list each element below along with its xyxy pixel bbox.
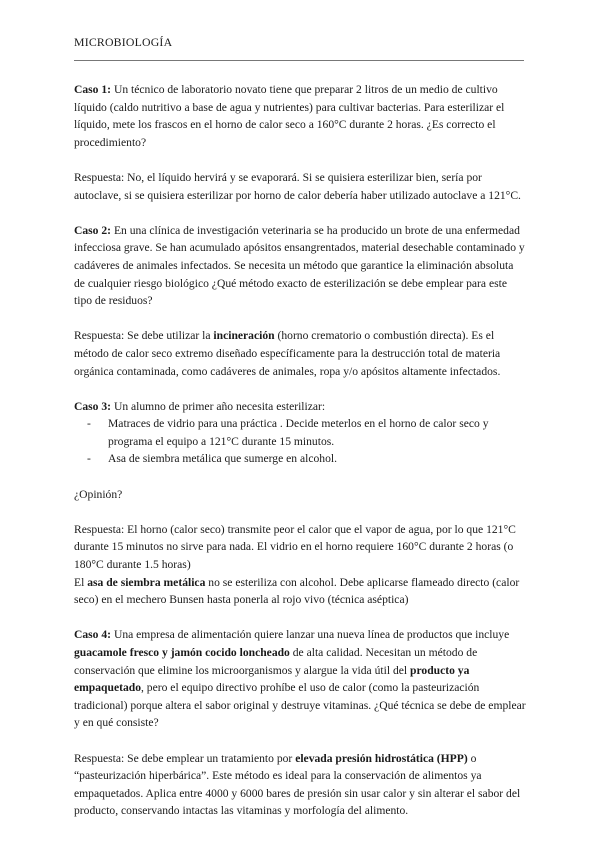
caso4-label: Caso 4: [74,628,112,642]
caso4-text-pre: Una empresa de alimentación quiere lanzar una nueva línea de productos que incluye [111,628,510,642]
caso3-text: Un alumno de primer año necesita esterilizar: [111,399,326,413]
caso1-question [74,81,526,151]
list-item [87,450,526,468]
caso3-answer-2 [74,574,526,609]
caso3-answer2-pre: El [74,575,88,589]
caso4-answer-post: o “pasteurización hiperbárica”. Este método es ideal para la conservación de alimentos ya empaquetados. Aplica entre 4000 y 6000 bares de presión sin usar calor y sin alterar el sabor del producto, conservando intactas las vitaminas y morfología del alimento. [74,751,521,818]
caso2-question [74,222,526,310]
caso1-answer: Respuesta: No, el líquido hervirá y se evaporará. Si se quisiera esterilizar bien, sería por autoclave, si se quisiera esterilizar por horno de calor debería haber utilizado autoclave a 121°C. [74,170,521,202]
caso4-text-bold2: producto ya empaquetado [74,663,470,695]
caso4-answer-bold: elevada presión hidrostática (HPP) [295,751,468,765]
caso3-answer2-post: no se esteriliza con alcohol. Debe aplicarse flameado directo (calor seco) en el mechero Bunsen hasta ponerla al rojo vivo (técnica aséptica) [74,575,520,607]
caso3-list [74,415,526,468]
caso4-text-mid: de alta calidad. Necesitan un método de conservación que elimine los microorganismos y alargue la vida útil del [74,646,478,677]
caso2-answer [74,327,526,380]
caso2-answer-bold: incineración [213,329,275,343]
dash-bullet: - [87,452,91,466]
caso3-answer2-bold: asa de siembra metálica [87,575,206,589]
document-body [74,81,526,838]
caso2-answer-post: (horno crematorio o combustión directa). Es el método de calor seco extremo diseñado específicamente para la destrucción total de materia orgánica contaminada, como cadáveres de animales, ropa y/o apósitos altamente infectados. [74,329,501,378]
caso2-label: Caso 2: [74,223,112,237]
dash-bullet: - [87,417,91,431]
caso1-text: Un técnico de laboratorio novato tiene que preparar 2 litros de un medio de cultivo líquido (caldo nutritivo a base de agua y nutrientes) para cultivar bacterias. Para esterilizar el líquido, mete los frascos en el horno de calor seco a 160°C durante 2 horas. ¿Es correcto el procedimiento? [74,83,505,149]
caso4-answer [74,750,526,820]
caso2-text: En una clínica de investigación veterinaria se ha producido un brote de una enfermedad infecciosa grave. Se han acumulado apósitos ensangrentados, material desechable contaminado y cadáveres de animales infectados. Se necesita un método que garantice la eliminación absoluta de cualquier riesgo biológico ¿Qué método exacto de esterilización se debe emplear para este tipo de residuos? [74,223,525,308]
header-divider [74,60,524,61]
caso2-answer-pre: Respuesta: Se debe utilizar la [74,329,214,343]
caso3-label: Caso 3: [74,399,112,413]
list-item-text: Asa de siembra metálica que sumerge en alcohol. [108,452,337,466]
page-header-title: MICROBIOLOGÍA [74,35,173,49]
caso4-text-bold1: guacamole fresco y jamón cocido loncheado [74,646,290,659]
caso4-answer-pre: Respuesta: Se debe emplear un tratamiento por [74,751,296,765]
caso3-question [74,398,526,416]
list-item [87,415,526,450]
caso3-opinion: ¿Opinión? [74,487,123,501]
caso4-question [74,626,526,732]
list-item-text: Matraces de vidrio para una práctica . Decide meterlos en el horno de calor seco y programa el equipo a 121°C durante 15 minutos. [108,417,489,448]
caso4-text-post: , pero el equipo directivo prohíbe el uso de calor (como la pasteurización tradicional) porque altera el sabor original y destruye vitaminas. ¿Qué técnica se debe de emplear y en qué consiste? [74,681,526,730]
caso1-label: Caso 1: [74,83,112,96]
caso3-answer-1: Respuesta: El horno (calor seco) transmite peor el calor que el vapor de agua, por lo que 121°C durante 15 minutos no sirve para nada. El vidrio en el horno requiere 160°C durante 2 horas (o 180°C durante 1.5 horas) [74,522,516,572]
